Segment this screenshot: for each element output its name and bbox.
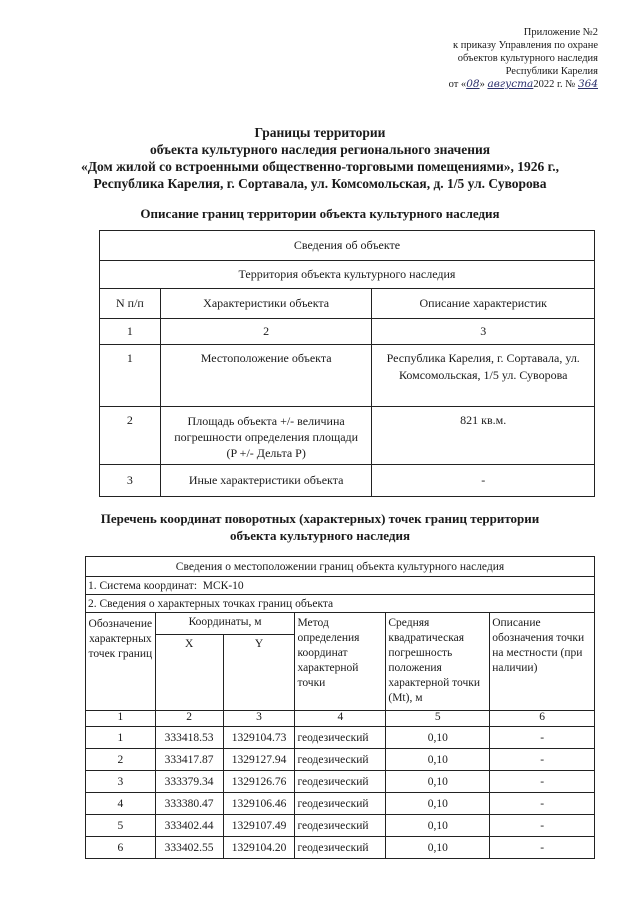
section2-heading-line1: Перечень координат поворотных (характерных) точек границ территории — [100, 511, 540, 526]
point-x: 333417.87 — [155, 749, 223, 771]
col-header-y: Y — [223, 635, 295, 711]
system-label: 1. Система координат: — [88, 579, 198, 592]
appendix-line3: объектов культурного наследия — [457, 53, 598, 64]
row-characteristic: Иные характеристики объекта — [160, 465, 372, 497]
point-description: - — [490, 727, 595, 749]
appendix-line2: к приказу Управления по охране — [453, 40, 598, 51]
point-y: 1329127.94 — [223, 749, 295, 771]
point-x: 333402.44 — [155, 815, 223, 837]
col-number: 3 — [372, 319, 595, 345]
table1-header2: Территория объекта культурного наследия — [100, 261, 595, 289]
row-description: Республика Карелия, г. Сортавала, ул. Комсомольская, 1/5 ул. Суворова — [372, 345, 595, 407]
row-number: 1 — [100, 345, 161, 407]
row-characteristic: Местоположение объекта — [160, 345, 372, 407]
point-error: 0,10 — [386, 837, 490, 859]
col-number: 2 — [160, 319, 372, 345]
section1-heading: Описание границ территории объекта культурного наследия — [140, 206, 500, 221]
title-line4: Республика Карелия, г. Сортавала, ул. Комсомольская, д. 1/5 ул. Суворова — [93, 176, 547, 191]
table-row — [86, 793, 595, 815]
handwritten-day: 08 — [466, 78, 480, 90]
point-method: геодезический — [295, 771, 386, 793]
table-row — [86, 749, 595, 771]
table-row — [100, 407, 595, 465]
title-line3: «Дом жилой со встроенными общественно-торговыми помещениями», 1926 г., — [81, 159, 559, 174]
table-row — [100, 345, 595, 407]
table-row — [86, 815, 595, 837]
point-method: геодезический — [295, 815, 386, 837]
point-error: 0,10 — [386, 749, 490, 771]
col-number: 5 — [386, 711, 490, 727]
title-line1: Границы территории — [254, 125, 386, 140]
table-row — [86, 771, 595, 793]
col-number: 1 — [86, 711, 156, 727]
point-y: 1329126.76 — [223, 771, 295, 793]
col-header-method: Метод определения координат характерной точки — [295, 613, 386, 711]
point-id: 6 — [86, 837, 156, 859]
point-method: геодезический — [295, 793, 386, 815]
point-error: 0,10 — [386, 727, 490, 749]
row-number: 2 — [100, 407, 161, 465]
point-x: 333418.53 — [155, 727, 223, 749]
point-method: геодезический — [295, 727, 386, 749]
handwritten-month: августа — [487, 78, 534, 90]
appendix-date-line — [449, 78, 598, 91]
row-description: 821 кв.м. — [372, 407, 595, 465]
col-header-x: X — [155, 635, 223, 711]
object-info-table — [99, 230, 595, 497]
col-number: 1 — [100, 319, 161, 345]
section2-heading — [30, 510, 610, 544]
point-x: 333379.34 — [155, 771, 223, 793]
points-label: 2. Сведения о характерных точках границ объекта — [86, 595, 595, 613]
date-prefix: от « — [448, 79, 467, 90]
point-description: - — [490, 771, 595, 793]
point-y: 1329104.73 — [223, 727, 295, 749]
document-title — [40, 124, 600, 192]
point-x: 333402.55 — [155, 837, 223, 859]
point-id: 2 — [86, 749, 156, 771]
point-description: - — [490, 837, 595, 859]
point-error: 0,10 — [386, 793, 490, 815]
date-sep: » — [479, 79, 485, 90]
point-y: 1329107.49 — [223, 815, 295, 837]
col-number: 4 — [295, 711, 386, 727]
point-error: 0,10 — [386, 771, 490, 793]
appendix-header — [449, 26, 598, 91]
point-method: геодезический — [295, 749, 386, 771]
col-number: 6 — [490, 711, 595, 727]
handwritten-number: 364 — [577, 78, 598, 90]
row-description: - — [372, 465, 595, 497]
point-id: 5 — [86, 815, 156, 837]
date-year: 2022 г. № — [533, 79, 576, 90]
col-header-description: Описание обозначения точки на местности (при наличии) — [490, 613, 595, 711]
col-header-description: Описание характеристик — [372, 289, 595, 319]
section2-heading-line2: объекта культурного наследия — [230, 528, 410, 543]
col-header-designation: Обозначение характерных точек границ — [86, 613, 156, 711]
point-error: 0,10 — [386, 815, 490, 837]
table-row — [86, 727, 595, 749]
point-id: 4 — [86, 793, 156, 815]
coordinate-system — [86, 577, 595, 595]
row-number: 3 — [100, 465, 161, 497]
table-row — [86, 837, 595, 859]
point-description: - — [490, 749, 595, 771]
point-description: - — [490, 793, 595, 815]
point-method: геодезический — [295, 837, 386, 859]
point-y: 1329106.46 — [223, 793, 295, 815]
appendix-line4: Республики Карелия — [505, 66, 598, 77]
system-value: МСК-10 — [202, 579, 244, 592]
point-y: 1329104.20 — [223, 837, 295, 859]
col-header-characteristics: Характеристики объекта — [160, 289, 372, 319]
col-header-error: Средняя квадратическая погрешность положения характерной точки (Mt), м — [386, 613, 490, 711]
point-x: 333380.47 — [155, 793, 223, 815]
point-id: 1 — [86, 727, 156, 749]
col-header-coordinates: Координаты, м — [155, 613, 295, 635]
col-number: 3 — [223, 711, 295, 727]
title-line2: объекта культурного наследия регионального значения — [149, 142, 491, 157]
appendix-line1: Приложение №2 — [523, 27, 598, 38]
point-id: 3 — [86, 771, 156, 793]
col-number: 2 — [155, 711, 223, 727]
table-row — [100, 465, 595, 497]
table2-header1: Сведения о местоположении границ объекта культурного наследия — [86, 557, 595, 577]
col-header-n: N п/п — [100, 289, 161, 319]
point-description: - — [490, 815, 595, 837]
row-characteristic: Площадь объекта +/- величина погрешности определения площади (P +/- Дельта P) — [160, 407, 372, 465]
coordinates-table — [85, 556, 595, 859]
table1-header1: Сведения об объекте — [100, 231, 595, 261]
